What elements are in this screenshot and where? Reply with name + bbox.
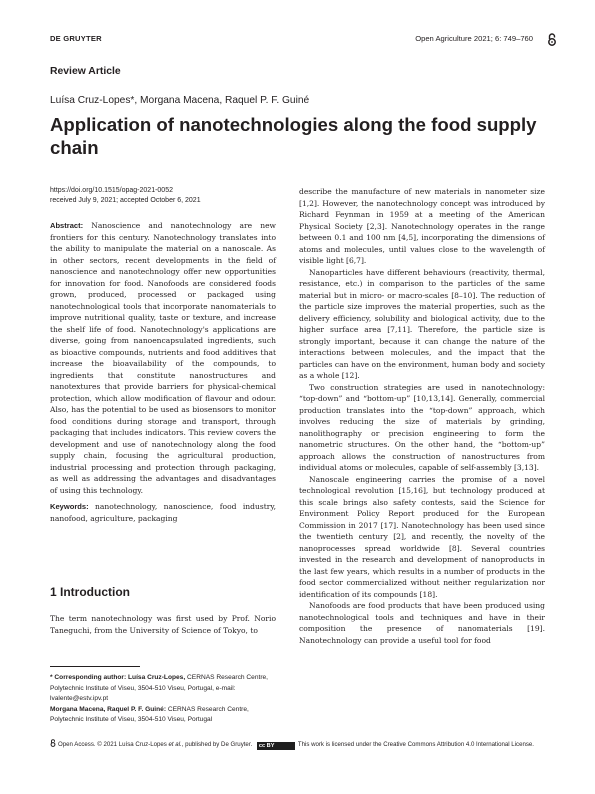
doi-link[interactable]: https://doi.org/10.1515/opag-2021-0052 [50, 187, 173, 194]
keywords [50, 501, 276, 524]
article-type: Review Article [50, 66, 121, 77]
right-column [299, 186, 545, 646]
license-footer [50, 739, 550, 750]
open-access-icon [547, 33, 557, 46]
article-title: Application of nanotechnologies along the food supply chain [50, 114, 537, 158]
section-heading-introduction: 1 Introduction [50, 585, 130, 599]
right-paragraph-2: Nanoparticles have different behaviours (reactivity, thermal, resistance, etc.) in comparison to the particles of the same material but in micro- or macro-scales [8–10]. The reduction of the particle size improves the material properties, such as the delivery efficiency, solubility and biological activity, due to the higher surface area [7,11]. Therefore, the particle size is strongly important, because it can change the nature of the interactions between molecules, and the impact that the particles can have on the environment, human body and society as a whole [12]. [299, 267, 545, 380]
journal-reference: Open Agriculture 2021; 6: 749–760 [415, 34, 533, 43]
introduction-paragraph: The term nanotechnology was first used by Prof. Norio Taneguchi, from the University of Science of Tokyo, to [50, 614, 276, 635]
et-al: et al. [168, 741, 182, 748]
keywords-text: nanotechnology, nanoscience, food industry, nanofood, agriculture, packaging [50, 502, 276, 523]
author-list: Luísa Cruz-Lopes*, Morgana Macena, Raquel P. F. Guiné [50, 95, 310, 106]
running-header [50, 34, 533, 46]
abstract [50, 220, 276, 496]
abstract-label: Abstract: [50, 221, 84, 230]
right-paragraph-3: Two construction strategies are used in nanotechnology: “top-down” and “bottom-up” [10,13,14]. Generally, commercial production translates into the “top-down” approach, which involves reducing the size of materials by grinding, nanolithography or precision engineering to form the nanometric structures. On the other hand, the “bottom-up” approach allows the construction of nanostructures from individual atoms or molecules, capable of self-assembly [3,13]. [299, 382, 545, 472]
right-paragraph-4: Nanoscale engineering carries the promise of a novel technological revolution [15,16], but technology produced at this scale brings also safety contests, said the Science for Environment Policy Report produced for the European Commission in 2017 [17]. Nanotechnology has been used since the twentieth century [2], and recently, the novelty of the nanoprocesses spread worldwide [8]. Several countries invested in the research and development of nanoproducts in the last few years, which results in a number of products in the food sector commercialized without neither regularization nor identification of its compounds [18]. [299, 474, 545, 599]
left-column [50, 186, 276, 524]
right-paragraph-1: describe the manufacture of new materials in nanometer size [1,2]. However, the nanotechnology concept was introduced by Richard Feynman in 1959 at a meeting of the American Physical Society [2,3]. Nanotechnology operates in the range between 0.1 and 100 nm [4,5], incorporating the dimensions of atoms and molecules, until values close to the wavelength of visible light [6,7]. [299, 187, 545, 265]
keywords-label: Keywords: [50, 502, 89, 511]
creative-commons-badge[interactable]: cc BY [257, 742, 295, 750]
received-accepted-dates: received July 9, 2021; accepted October 6, 2021 [50, 197, 201, 204]
publisher-statement: , published by De Gruyter. [181, 741, 253, 748]
coauthor-label: Morgana Macena, Raquel P. F. Guiné: [50, 705, 167, 713]
abstract-text: Nanoscience and nanotechnology are new frontiers for this century. Nanotechnology translates into the ability to manipulate the material on a nanoscale. As in other sectors, recent developments in the field of nanoscience and nanotechnology offer new opportunities for innovation for food. Nanofoods are considered foods grown, produced, processed or packaged using nanotechnological tools that incorporate nanomaterials to improve nutritional quality, taste or texture, and increase the shelf life of food. Nanotechnology's applications are diverse, going from nanoencapsulated ingredients, such as bioactive compounds, nutrients and food additives that increase the bioavailability of the compounds, to ingredients that constitute nanostructures and nanotextures that provide barriers for physical-chemical protection, which allow modification of flavour and odour. Also, has the potential to be used as biosensors to monitor food conditions during storage and transport, through packaging that includes indicators. This review covers the development and use of nanotechnology along the food supply chain, focusing the agricultural production, industrial processing and protection through packaging, as well as addressing the advantages and disadvantages of using this technology. [50, 221, 276, 495]
corresponding-author-label: * Corresponding author: Luísa Cruz-Lopes, [50, 674, 186, 681]
footnotes [50, 673, 280, 726]
corresponding-author-note [50, 673, 280, 705]
footnote-divider [50, 666, 140, 667]
open-access-icon [50, 739, 56, 747]
corresponding-author-text: CERNAS Research Centre, Polytechnic Institute of Viseu, 3504-510 Viseu, Portugal, e-mail: lvalente@estv.ipv.pt [50, 674, 269, 703]
coauthor-affiliation-note [50, 705, 280, 726]
right-paragraph-5: Nanofoods are food products that have been produced using nanotechnological tools and techniques and have in their composition the presence of nanomaterials [19]. Nanotechnology can provide a useful tool for food [299, 601, 545, 645]
coauthor-text: CERNAS Research Centre, Polytechnic Institute of Viseu, 3504-510 Viseu, Portugal [50, 705, 249, 724]
open-access-statement: Open Access. © 2021 Luísa Cruz-Lopes [58, 741, 167, 748]
publisher-name: DE GRUYTER [50, 34, 102, 43]
license-text: This work is licensed under the Creative Commons Attribution 4.0 International License. [297, 741, 534, 748]
